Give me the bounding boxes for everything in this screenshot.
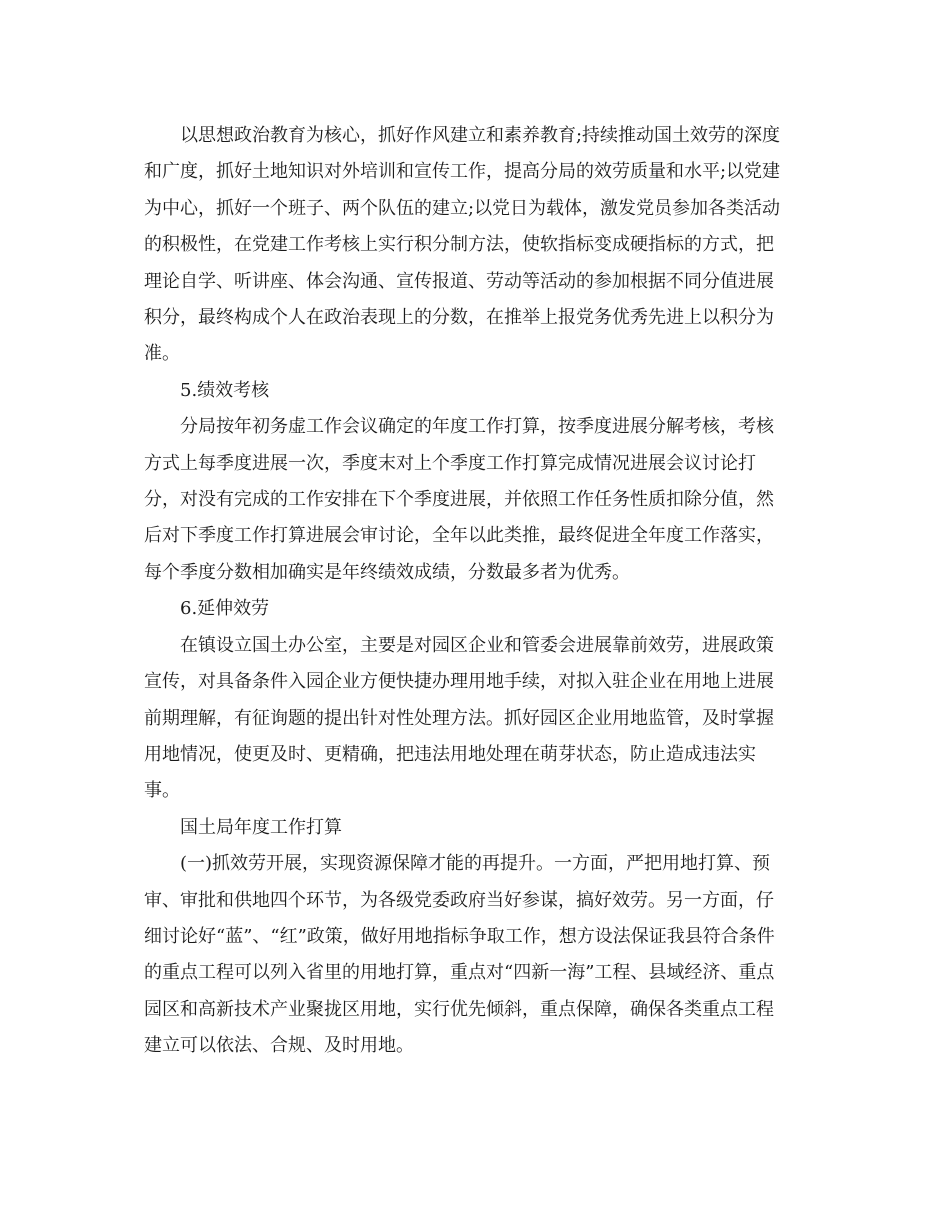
text-line: 的重点工程可以列入省里的用地打算，重点对“四新一海”工程、县域经济、重点: [144, 962, 775, 984]
text-line: 的积极性，在党建工作考核上实行积分制方法，使软指标变成硬指标的方式，把: [144, 234, 774, 256]
heading-text: 国土局年度工作打算: [180, 816, 342, 838]
heading-text: 5.绩效考核: [180, 379, 270, 401]
text-line: 后对下季度工作打算进展会审讨论，全年以此类推，最终促进全年度工作落实，: [144, 525, 774, 547]
paragraph-annual-plan: [144, 846, 808, 1064]
text-line: 为中心，抓好一个班子、两个队伍的建立;以党日为载体，激发党员参加各类活动: [144, 197, 781, 219]
paragraph-extension: [144, 628, 808, 810]
text-line: 审、审批和供地四个环节，为各级党委政府当好参谋，搞好效劳。另一方面，仔: [144, 889, 774, 911]
text-line: 建立可以依法、合规、及时用地。: [144, 1035, 414, 1057]
paragraph-performance: [144, 409, 808, 591]
text-line: 以思想政治教育为核心，抓好作风建立和素养教育;持续推动国土效劳的深度: [180, 125, 781, 146]
text-line: 宣传，对具备条件入园企业方便快捷办理用地手续，对拟入驻企业在用地上进展: [144, 671, 774, 693]
text-line: (一)抓效劳开展，实现资源保障才能的再提升。一方面，严把用地打算、预: [180, 853, 771, 875]
paragraph-ideology: [144, 118, 808, 373]
text-line: 方式上每季度进展一次，季度末对上个季度工作打算完成情况进展会议讨论打: [144, 452, 756, 474]
text-line: 在镇设立国土办公室，主要是对园区企业和管委会进展靠前效劳，进展政策: [180, 634, 774, 656]
section-heading-performance: [144, 373, 808, 409]
text-line: 准。: [144, 343, 180, 365]
text-line: 园区和高新技术产业聚拢区用地，实行优先倾斜，重点保障，确保各类重点工程: [144, 998, 774, 1020]
document-body: [144, 118, 808, 1065]
text-line: 积分，最终构成个人在政治表现上的分数，在推举上报党务优秀先进上以积分为: [144, 307, 774, 329]
section-heading-extension: [144, 591, 808, 627]
heading-text: 6.延伸效劳: [180, 598, 270, 620]
text-line: 理论自学、听讲座、体会沟通、宣传报道、劳动等活动的参加根据不同分值进展: [144, 270, 774, 292]
text-line: 和广度，抓好土地知识对外培训和宣传工作，提高分局的效劳质量和水平;以党建: [144, 161, 781, 183]
text-line: 分局按年初务虚工作会议确定的年度工作打算，按季度进展分解考核，考核: [180, 416, 774, 438]
text-line: 前期理解，有征询题的提出针对性处理方法。抓好园区企业用地监管，及时掌握: [144, 707, 774, 729]
text-line: 用地情况，使更及时、更精确，把违法用地处理在萌芽状态，防止造成违法实: [144, 743, 756, 765]
text-line: 细讨论好“蓝”、“红”政策，做好用地指标争取工作，想方设法保证我县符合条件: [144, 925, 775, 947]
text-line: 事。: [144, 780, 180, 802]
text-line: 每个季度分数相加确实是年终绩效成绩，分数最多者为优秀。: [144, 561, 630, 583]
section-heading-annual-plan: [144, 810, 808, 846]
text-line: 分，对没有完成的工作安排在下个季度进展，并依照工作任务性质扣除分值，然: [144, 489, 774, 511]
